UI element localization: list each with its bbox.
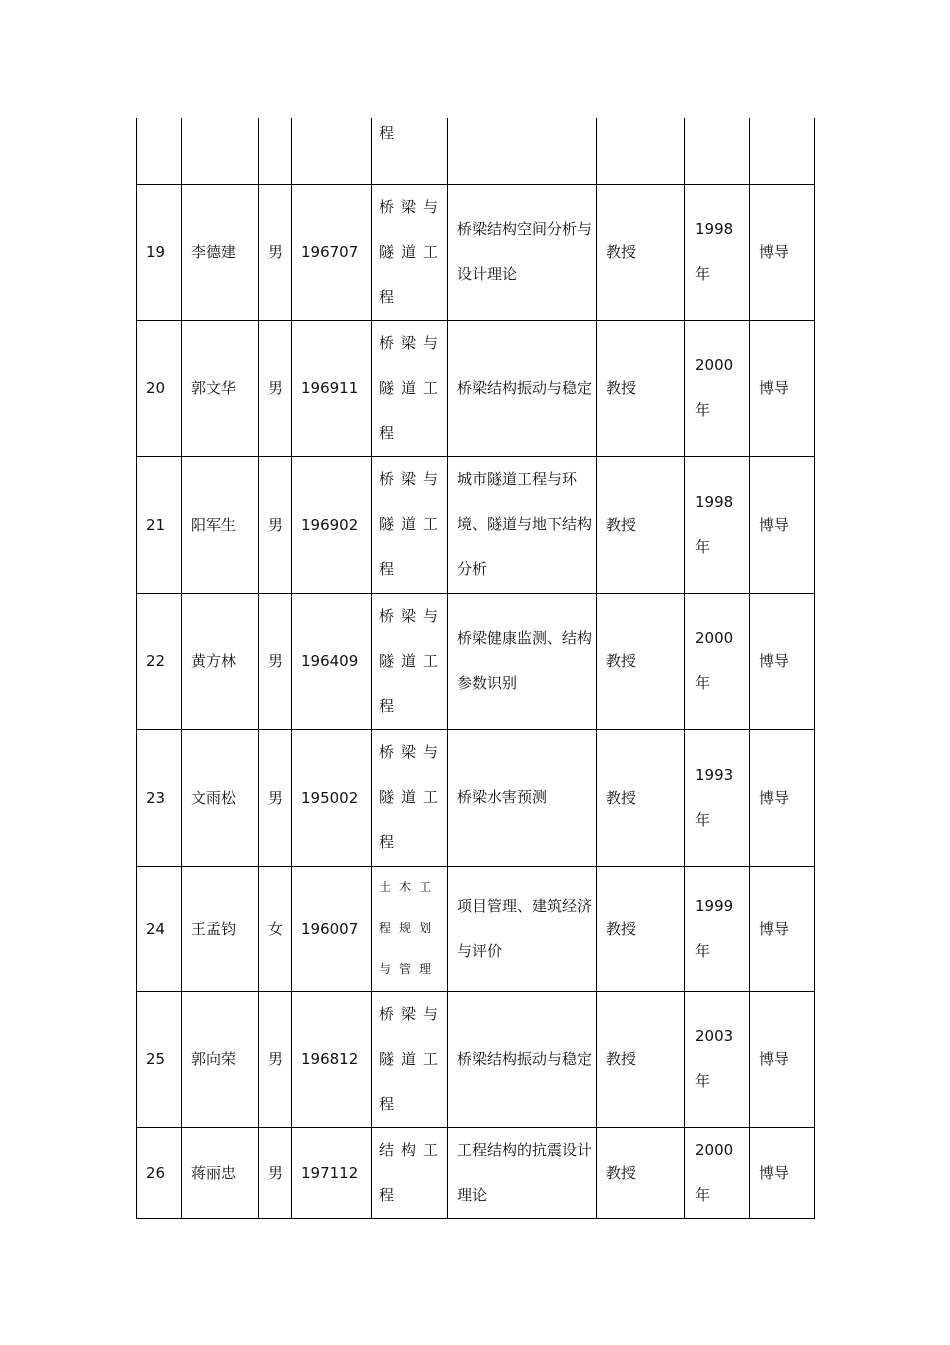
name-cell: 文雨松 [182,729,259,866]
year-cell [685,118,750,184]
tutor-cell: 博导 [750,184,815,320]
name-cell [182,118,259,184]
birth-cell [292,118,372,184]
research-cell: 桥梁水害预测 [448,729,597,866]
gender-cell: 男 [259,1127,292,1218]
title-cell: 教授 [597,866,685,991]
name-cell: 李德建 [182,184,259,320]
birth-cell: 196409 [292,593,372,729]
index-cell: 25 [137,991,182,1127]
major-cell: 结构工程 [372,1127,448,1218]
tutor-cell: 博导 [750,456,815,593]
index-cell: 22 [137,593,182,729]
gender-cell: 男 [259,184,292,320]
year-cell: 2000年 [685,320,750,456]
title-cell: 教授 [597,729,685,866]
major-cell: 桥梁与隧道工程 [372,991,448,1127]
name-cell: 黄方林 [182,593,259,729]
research-cell: 桥梁结构振动与稳定 [448,320,597,456]
faculty-table [136,118,815,1219]
index-cell: 21 [137,456,182,593]
table-row [137,320,815,456]
year-cell: 1998年 [685,184,750,320]
title-cell: 教授 [597,456,685,593]
table-row [137,456,815,593]
research-cell: 城市隧道工程与环境、隧道与地下结构分析 [448,456,597,593]
research-cell: 桥梁健康监测、结构参数识别 [448,593,597,729]
year-cell: 2000年 [685,593,750,729]
major-cell: 土木工程规划与管理 [372,866,448,991]
birth-cell: 195002 [292,729,372,866]
tutor-cell: 博导 [750,1127,815,1218]
birth-cell: 196707 [292,184,372,320]
table-row [137,866,815,991]
name-cell: 郭文华 [182,320,259,456]
research-cell: 桥梁结构振动与稳定 [448,991,597,1127]
index-cell: 24 [137,866,182,991]
title-cell: 教授 [597,184,685,320]
research-cell: 项目管理、建筑经济与评价 [448,866,597,991]
gender-cell: 男 [259,729,292,866]
tutor-cell: 博导 [750,991,815,1127]
gender-cell: 男 [259,456,292,593]
table-row [137,593,815,729]
title-cell: 教授 [597,320,685,456]
gender-cell: 男 [259,991,292,1127]
year-cell: 1998年 [685,456,750,593]
index-cell [137,118,182,184]
table-row [137,991,815,1127]
table-row [137,729,815,866]
year-cell: 1993年 [685,729,750,866]
major-cell: 程 [372,118,448,184]
name-cell: 郭向荣 [182,991,259,1127]
table-row [137,1127,815,1218]
year-cell: 2003年 [685,991,750,1127]
name-cell: 王孟钧 [182,866,259,991]
name-cell: 蒋丽忠 [182,1127,259,1218]
title-cell: 教授 [597,593,685,729]
title-cell: 教授 [597,1127,685,1218]
gender-cell: 男 [259,320,292,456]
birth-cell: 197112 [292,1127,372,1218]
major-cell: 桥梁与隧道工程 [372,456,448,593]
birth-cell: 196902 [292,456,372,593]
table-row [137,184,815,320]
year-cell: 1999年 [685,866,750,991]
major-cell: 桥梁与隧道工程 [372,320,448,456]
research-cell [448,118,597,184]
tutor-cell [750,118,815,184]
major-cell: 桥梁与隧道工程 [372,593,448,729]
index-cell: 26 [137,1127,182,1218]
index-cell: 19 [137,184,182,320]
major-cell: 桥梁与隧道工程 [372,729,448,866]
research-cell: 桥梁结构空间分析与设计理论 [448,184,597,320]
tutor-cell: 博导 [750,320,815,456]
birth-cell: 196007 [292,866,372,991]
title-cell [597,118,685,184]
major-cell: 桥梁与隧道工程 [372,184,448,320]
name-cell: 阳军生 [182,456,259,593]
gender-cell [259,118,292,184]
gender-cell: 女 [259,866,292,991]
birth-cell: 196812 [292,991,372,1127]
index-cell: 20 [137,320,182,456]
table-row-continued [137,118,815,184]
birth-cell: 196911 [292,320,372,456]
year-cell: 2000年 [685,1127,750,1218]
tutor-cell: 博导 [750,593,815,729]
gender-cell: 男 [259,593,292,729]
index-cell: 23 [137,729,182,866]
tutor-cell: 博导 [750,729,815,866]
tutor-cell: 博导 [750,866,815,991]
title-cell: 教授 [597,991,685,1127]
research-cell: 工程结构的抗震设计理论 [448,1127,597,1218]
